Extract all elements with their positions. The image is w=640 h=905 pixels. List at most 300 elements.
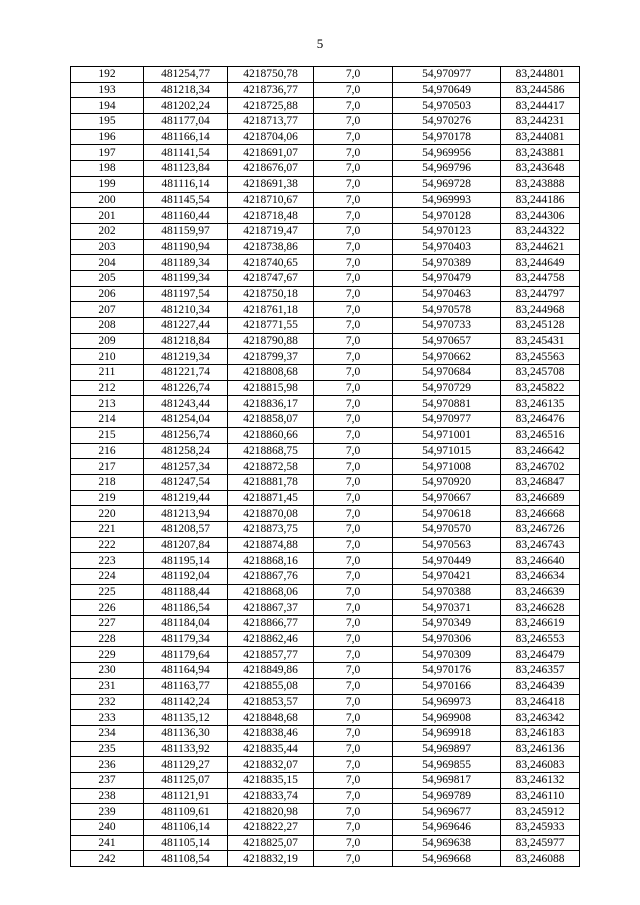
table-row (71, 176, 580, 192)
table-row (71, 553, 580, 569)
x-coordinate-cell: 481218,34 (144, 82, 228, 98)
table-row (71, 349, 580, 365)
x-coordinate-cell: 481121,91 (144, 788, 228, 804)
value-cell: 7,0 (314, 318, 393, 334)
latitude-cell: 54,970463 (393, 286, 501, 302)
value-cell: 7,0 (314, 286, 393, 302)
point-number-cell: 221 (71, 521, 144, 537)
table-row (71, 129, 580, 145)
table-row (71, 223, 580, 239)
longitude-cell: 83,246634 (501, 569, 580, 585)
longitude-cell: 83,244081 (501, 129, 580, 145)
x-coordinate-cell: 481129,27 (144, 757, 228, 773)
value-cell: 7,0 (314, 129, 393, 145)
table-row (71, 443, 580, 459)
value-cell: 7,0 (314, 772, 393, 788)
value-cell: 7,0 (314, 851, 393, 867)
x-coordinate-cell: 481105,14 (144, 835, 228, 851)
table-row (71, 380, 580, 396)
y-coordinate-cell: 4218836,17 (228, 396, 314, 412)
longitude-cell: 83,245977 (501, 835, 580, 851)
value-cell: 7,0 (314, 553, 393, 569)
point-number-cell: 217 (71, 459, 144, 475)
longitude-cell: 83,246110 (501, 788, 580, 804)
latitude-cell: 54,970667 (393, 490, 501, 506)
latitude-cell: 54,970123 (393, 223, 501, 239)
point-number-cell: 208 (71, 318, 144, 334)
y-coordinate-cell: 4218853,57 (228, 694, 314, 710)
y-coordinate-cell: 4218848,68 (228, 710, 314, 726)
table-row (71, 788, 580, 804)
latitude-cell: 54,970349 (393, 616, 501, 632)
y-coordinate-cell: 4218872,58 (228, 459, 314, 475)
value-cell: 7,0 (314, 474, 393, 490)
longitude-cell: 83,243888 (501, 176, 580, 192)
table-row (71, 694, 580, 710)
table-row (71, 255, 580, 271)
table-row (71, 631, 580, 647)
point-number-cell: 222 (71, 537, 144, 553)
value-cell: 7,0 (314, 804, 393, 820)
longitude-cell: 83,246640 (501, 553, 580, 569)
table-row (71, 521, 580, 537)
x-coordinate-cell: 481145,54 (144, 192, 228, 208)
longitude-cell: 83,246418 (501, 694, 580, 710)
point-number-cell: 237 (71, 772, 144, 788)
longitude-cell: 83,244968 (501, 302, 580, 318)
latitude-cell: 54,969897 (393, 741, 501, 757)
x-coordinate-cell: 481221,74 (144, 365, 228, 381)
y-coordinate-cell: 4218718,48 (228, 208, 314, 224)
y-coordinate-cell: 4218860,66 (228, 427, 314, 443)
point-number-cell: 233 (71, 710, 144, 726)
table-row (71, 365, 580, 381)
x-coordinate-cell: 481219,34 (144, 349, 228, 365)
table-row (71, 145, 580, 161)
point-number-cell: 201 (71, 208, 144, 224)
table-row (71, 333, 580, 349)
table-row (71, 474, 580, 490)
point-number-cell: 229 (71, 647, 144, 663)
table-row (71, 537, 580, 553)
longitude-cell: 83,246689 (501, 490, 580, 506)
y-coordinate-cell: 4218738,86 (228, 239, 314, 255)
latitude-cell: 54,970403 (393, 239, 501, 255)
table-row (71, 82, 580, 98)
point-number-cell: 227 (71, 616, 144, 632)
point-number-cell: 224 (71, 569, 144, 585)
longitude-cell: 83,246516 (501, 427, 580, 443)
longitude-cell: 83,246639 (501, 584, 580, 600)
latitude-cell: 54,969993 (393, 192, 501, 208)
value-cell: 7,0 (314, 631, 393, 647)
latitude-cell: 54,969973 (393, 694, 501, 710)
value-cell: 7,0 (314, 255, 393, 271)
latitude-cell: 54,970421 (393, 569, 501, 585)
latitude-cell: 54,970388 (393, 584, 501, 600)
longitude-cell: 83,246136 (501, 741, 580, 757)
latitude-cell: 54,970578 (393, 302, 501, 318)
latitude-cell: 54,970649 (393, 82, 501, 98)
x-coordinate-cell: 481179,64 (144, 647, 228, 663)
longitude-cell: 83,245563 (501, 349, 580, 365)
table-row (71, 286, 580, 302)
table-row (71, 820, 580, 836)
x-coordinate-cell: 481226,74 (144, 380, 228, 396)
table-row (71, 239, 580, 255)
y-coordinate-cell: 4218815,98 (228, 380, 314, 396)
value-cell: 7,0 (314, 443, 393, 459)
longitude-cell: 83,246083 (501, 757, 580, 773)
latitude-cell: 54,970570 (393, 521, 501, 537)
x-coordinate-cell: 481257,34 (144, 459, 228, 475)
x-coordinate-cell: 481159,97 (144, 223, 228, 239)
latitude-cell: 54,969677 (393, 804, 501, 820)
table-row (71, 506, 580, 522)
point-number-cell: 230 (71, 663, 144, 679)
x-coordinate-cell: 481133,92 (144, 741, 228, 757)
point-number-cell: 214 (71, 412, 144, 428)
value-cell: 7,0 (314, 270, 393, 286)
value-cell: 7,0 (314, 333, 393, 349)
y-coordinate-cell: 4218747,67 (228, 270, 314, 286)
latitude-cell: 54,970662 (393, 349, 501, 365)
longitude-cell: 83,244231 (501, 114, 580, 130)
point-number-cell: 239 (71, 804, 144, 820)
y-coordinate-cell: 4218740,65 (228, 255, 314, 271)
y-coordinate-cell: 4218874,88 (228, 537, 314, 553)
point-number-cell: 226 (71, 600, 144, 616)
table-row (71, 835, 580, 851)
longitude-cell: 83,244306 (501, 208, 580, 224)
value-cell: 7,0 (314, 741, 393, 757)
point-number-cell: 216 (71, 443, 144, 459)
value-cell: 7,0 (314, 490, 393, 506)
x-coordinate-cell: 481247,54 (144, 474, 228, 490)
table-row (71, 270, 580, 286)
x-coordinate-cell: 481106,14 (144, 820, 228, 836)
table-row (71, 725, 580, 741)
x-coordinate-cell: 481243,44 (144, 396, 228, 412)
y-coordinate-cell: 4218867,37 (228, 600, 314, 616)
y-coordinate-cell: 4218822,27 (228, 820, 314, 836)
y-coordinate-cell: 4218750,18 (228, 286, 314, 302)
table-row (71, 114, 580, 130)
table-row (71, 600, 580, 616)
latitude-cell: 54,969956 (393, 145, 501, 161)
value-cell: 7,0 (314, 208, 393, 224)
table-row (71, 318, 580, 334)
latitude-cell: 54,970563 (393, 537, 501, 553)
longitude-cell: 83,246847 (501, 474, 580, 490)
x-coordinate-cell: 481192,04 (144, 569, 228, 585)
point-number-cell: 196 (71, 129, 144, 145)
value-cell: 7,0 (314, 114, 393, 130)
y-coordinate-cell: 4218799,37 (228, 349, 314, 365)
longitude-cell: 83,244586 (501, 82, 580, 98)
point-number-cell: 195 (71, 114, 144, 130)
x-coordinate-cell: 481207,84 (144, 537, 228, 553)
latitude-cell: 54,970128 (393, 208, 501, 224)
table-row (71, 804, 580, 820)
latitude-cell: 54,971001 (393, 427, 501, 443)
coordinates-table-body (71, 67, 580, 867)
table-row (71, 584, 580, 600)
latitude-cell: 54,969918 (393, 725, 501, 741)
value-cell: 7,0 (314, 161, 393, 177)
page-number: 5 (316, 36, 324, 51)
latitude-cell: 54,970276 (393, 114, 501, 130)
longitude-cell: 83,246342 (501, 710, 580, 726)
latitude-cell: 54,970977 (393, 412, 501, 428)
longitude-cell: 83,245933 (501, 820, 580, 836)
y-coordinate-cell: 4218868,16 (228, 553, 314, 569)
point-number-cell: 211 (71, 365, 144, 381)
x-coordinate-cell: 481141,54 (144, 145, 228, 161)
value-cell: 7,0 (314, 537, 393, 553)
point-number-cell: 234 (71, 725, 144, 741)
y-coordinate-cell: 4218833,74 (228, 788, 314, 804)
longitude-cell: 83,246088 (501, 851, 580, 867)
point-number-cell: 204 (71, 255, 144, 271)
x-coordinate-cell: 481136,30 (144, 725, 228, 741)
x-coordinate-cell: 481199,34 (144, 270, 228, 286)
point-number-cell: 206 (71, 286, 144, 302)
longitude-cell: 83,246439 (501, 678, 580, 694)
longitude-cell: 83,243881 (501, 145, 580, 161)
point-number-cell: 242 (71, 851, 144, 867)
value-cell: 7,0 (314, 647, 393, 663)
x-coordinate-cell: 481164,94 (144, 663, 228, 679)
x-coordinate-cell: 481135,12 (144, 710, 228, 726)
x-coordinate-cell: 481125,07 (144, 772, 228, 788)
point-number-cell: 200 (71, 192, 144, 208)
latitude-cell: 54,970684 (393, 365, 501, 381)
latitude-cell: 54,970166 (393, 678, 501, 694)
point-number-cell: 202 (71, 223, 144, 239)
x-coordinate-cell: 481166,14 (144, 129, 228, 145)
value-cell: 7,0 (314, 145, 393, 161)
longitude-cell: 83,246642 (501, 443, 580, 459)
y-coordinate-cell: 4218867,76 (228, 569, 314, 585)
longitude-cell: 83,244758 (501, 270, 580, 286)
x-coordinate-cell: 481184,04 (144, 616, 228, 632)
point-number-cell: 219 (71, 490, 144, 506)
value-cell: 7,0 (314, 82, 393, 98)
value-cell: 7,0 (314, 176, 393, 192)
latitude-cell: 54,970449 (393, 553, 501, 569)
value-cell: 7,0 (314, 725, 393, 741)
x-coordinate-cell: 481219,44 (144, 490, 228, 506)
value-cell: 7,0 (314, 380, 393, 396)
table-row (71, 757, 580, 773)
x-coordinate-cell: 481109,61 (144, 804, 228, 820)
latitude-cell: 54,970178 (393, 129, 501, 145)
value-cell: 7,0 (314, 223, 393, 239)
point-number-cell: 231 (71, 678, 144, 694)
value-cell: 7,0 (314, 427, 393, 443)
y-coordinate-cell: 4218825,07 (228, 835, 314, 851)
value-cell: 7,0 (314, 459, 393, 475)
x-coordinate-cell: 481190,94 (144, 239, 228, 255)
latitude-cell: 54,969668 (393, 851, 501, 867)
x-coordinate-cell: 481188,44 (144, 584, 228, 600)
x-coordinate-cell: 481160,44 (144, 208, 228, 224)
latitude-cell: 54,969908 (393, 710, 501, 726)
y-coordinate-cell: 4218790,88 (228, 333, 314, 349)
point-number-cell: 199 (71, 176, 144, 192)
x-coordinate-cell: 481202,24 (144, 98, 228, 114)
point-number-cell: 197 (71, 145, 144, 161)
y-coordinate-cell: 4218868,75 (228, 443, 314, 459)
x-coordinate-cell: 481213,94 (144, 506, 228, 522)
latitude-cell: 54,971008 (393, 459, 501, 475)
x-coordinate-cell: 481179,34 (144, 631, 228, 647)
latitude-cell: 54,970371 (393, 600, 501, 616)
table-row (71, 741, 580, 757)
point-number-cell: 210 (71, 349, 144, 365)
latitude-cell: 54,970729 (393, 380, 501, 396)
y-coordinate-cell: 4218871,45 (228, 490, 314, 506)
latitude-cell: 54,969817 (393, 772, 501, 788)
longitude-cell: 83,246668 (501, 506, 580, 522)
point-number-cell: 194 (71, 98, 144, 114)
y-coordinate-cell: 4218832,19 (228, 851, 314, 867)
latitude-cell: 54,970479 (393, 270, 501, 286)
y-coordinate-cell: 4218835,15 (228, 772, 314, 788)
longitude-cell: 83,244621 (501, 239, 580, 255)
longitude-cell: 83,244417 (501, 98, 580, 114)
value-cell: 7,0 (314, 678, 393, 694)
y-coordinate-cell: 4218761,18 (228, 302, 314, 318)
longitude-cell: 83,244322 (501, 223, 580, 239)
longitude-cell: 83,246726 (501, 521, 580, 537)
table-row (71, 663, 580, 679)
longitude-cell: 83,245822 (501, 380, 580, 396)
longitude-cell: 83,244649 (501, 255, 580, 271)
value-cell: 7,0 (314, 694, 393, 710)
value-cell: 7,0 (314, 412, 393, 428)
longitude-cell: 83,244186 (501, 192, 580, 208)
longitude-cell: 83,246476 (501, 412, 580, 428)
y-coordinate-cell: 4218868,06 (228, 584, 314, 600)
y-coordinate-cell: 4218676,07 (228, 161, 314, 177)
x-coordinate-cell: 481163,77 (144, 678, 228, 694)
y-coordinate-cell: 4218835,44 (228, 741, 314, 757)
value-cell: 7,0 (314, 192, 393, 208)
latitude-cell: 54,970733 (393, 318, 501, 334)
latitude-cell: 54,969646 (393, 820, 501, 836)
longitude-cell: 83,246132 (501, 772, 580, 788)
y-coordinate-cell: 4218855,08 (228, 678, 314, 694)
x-coordinate-cell: 481256,74 (144, 427, 228, 443)
x-coordinate-cell: 481227,44 (144, 318, 228, 334)
latitude-cell: 54,970503 (393, 98, 501, 114)
longitude-cell: 83,246702 (501, 459, 580, 475)
table-row (71, 396, 580, 412)
latitude-cell: 54,969728 (393, 176, 501, 192)
value-cell: 7,0 (314, 584, 393, 600)
point-number-cell: 228 (71, 631, 144, 647)
table-row (71, 490, 580, 506)
table-row (71, 192, 580, 208)
y-coordinate-cell: 4218771,55 (228, 318, 314, 334)
point-number-cell: 241 (71, 835, 144, 851)
latitude-cell: 54,970881 (393, 396, 501, 412)
x-coordinate-cell: 481210,34 (144, 302, 228, 318)
value-cell: 7,0 (314, 820, 393, 836)
x-coordinate-cell: 481197,54 (144, 286, 228, 302)
y-coordinate-cell: 4218858,07 (228, 412, 314, 428)
latitude-cell: 54,970618 (393, 506, 501, 522)
y-coordinate-cell: 4218881,78 (228, 474, 314, 490)
longitude-cell: 83,243648 (501, 161, 580, 177)
longitude-cell: 83,246553 (501, 631, 580, 647)
y-coordinate-cell: 4218725,88 (228, 98, 314, 114)
value-cell: 7,0 (314, 616, 393, 632)
table-row (71, 616, 580, 632)
point-number-cell: 235 (71, 741, 144, 757)
longitude-cell: 83,246135 (501, 396, 580, 412)
latitude-cell: 54,970657 (393, 333, 501, 349)
x-coordinate-cell: 481254,77 (144, 67, 228, 83)
longitude-cell: 83,245912 (501, 804, 580, 820)
longitude-cell: 83,246183 (501, 725, 580, 741)
y-coordinate-cell: 4218808,68 (228, 365, 314, 381)
y-coordinate-cell: 4218691,38 (228, 176, 314, 192)
value-cell: 7,0 (314, 302, 393, 318)
value-cell: 7,0 (314, 663, 393, 679)
y-coordinate-cell: 4218710,67 (228, 192, 314, 208)
y-coordinate-cell: 4218832,07 (228, 757, 314, 773)
x-coordinate-cell: 481189,34 (144, 255, 228, 271)
latitude-cell: 54,971015 (393, 443, 501, 459)
x-coordinate-cell: 481123,84 (144, 161, 228, 177)
point-number-cell: 207 (71, 302, 144, 318)
x-coordinate-cell: 481186,54 (144, 600, 228, 616)
table-row (71, 647, 580, 663)
point-number-cell: 225 (71, 584, 144, 600)
y-coordinate-cell: 4218704,06 (228, 129, 314, 145)
value-cell: 7,0 (314, 98, 393, 114)
x-coordinate-cell: 481254,04 (144, 412, 228, 428)
point-number-cell: 192 (71, 67, 144, 83)
latitude-cell: 54,970389 (393, 255, 501, 271)
value-cell: 7,0 (314, 569, 393, 585)
value-cell: 7,0 (314, 710, 393, 726)
value-cell: 7,0 (314, 757, 393, 773)
latitude-cell: 54,970176 (393, 663, 501, 679)
point-number-cell: 203 (71, 239, 144, 255)
value-cell: 7,0 (314, 521, 393, 537)
longitude-cell: 83,244801 (501, 67, 580, 83)
y-coordinate-cell: 4218870,08 (228, 506, 314, 522)
point-number-cell: 218 (71, 474, 144, 490)
x-coordinate-cell: 481108,54 (144, 851, 228, 867)
table-row (71, 412, 580, 428)
table-row (71, 427, 580, 443)
table-row (71, 98, 580, 114)
table-row (71, 772, 580, 788)
table-row (71, 302, 580, 318)
y-coordinate-cell: 4218849,86 (228, 663, 314, 679)
table-row (71, 569, 580, 585)
value-cell: 7,0 (314, 365, 393, 381)
value-cell: 7,0 (314, 67, 393, 83)
x-coordinate-cell: 481177,04 (144, 114, 228, 130)
table-row (71, 851, 580, 867)
point-number-cell: 240 (71, 820, 144, 836)
